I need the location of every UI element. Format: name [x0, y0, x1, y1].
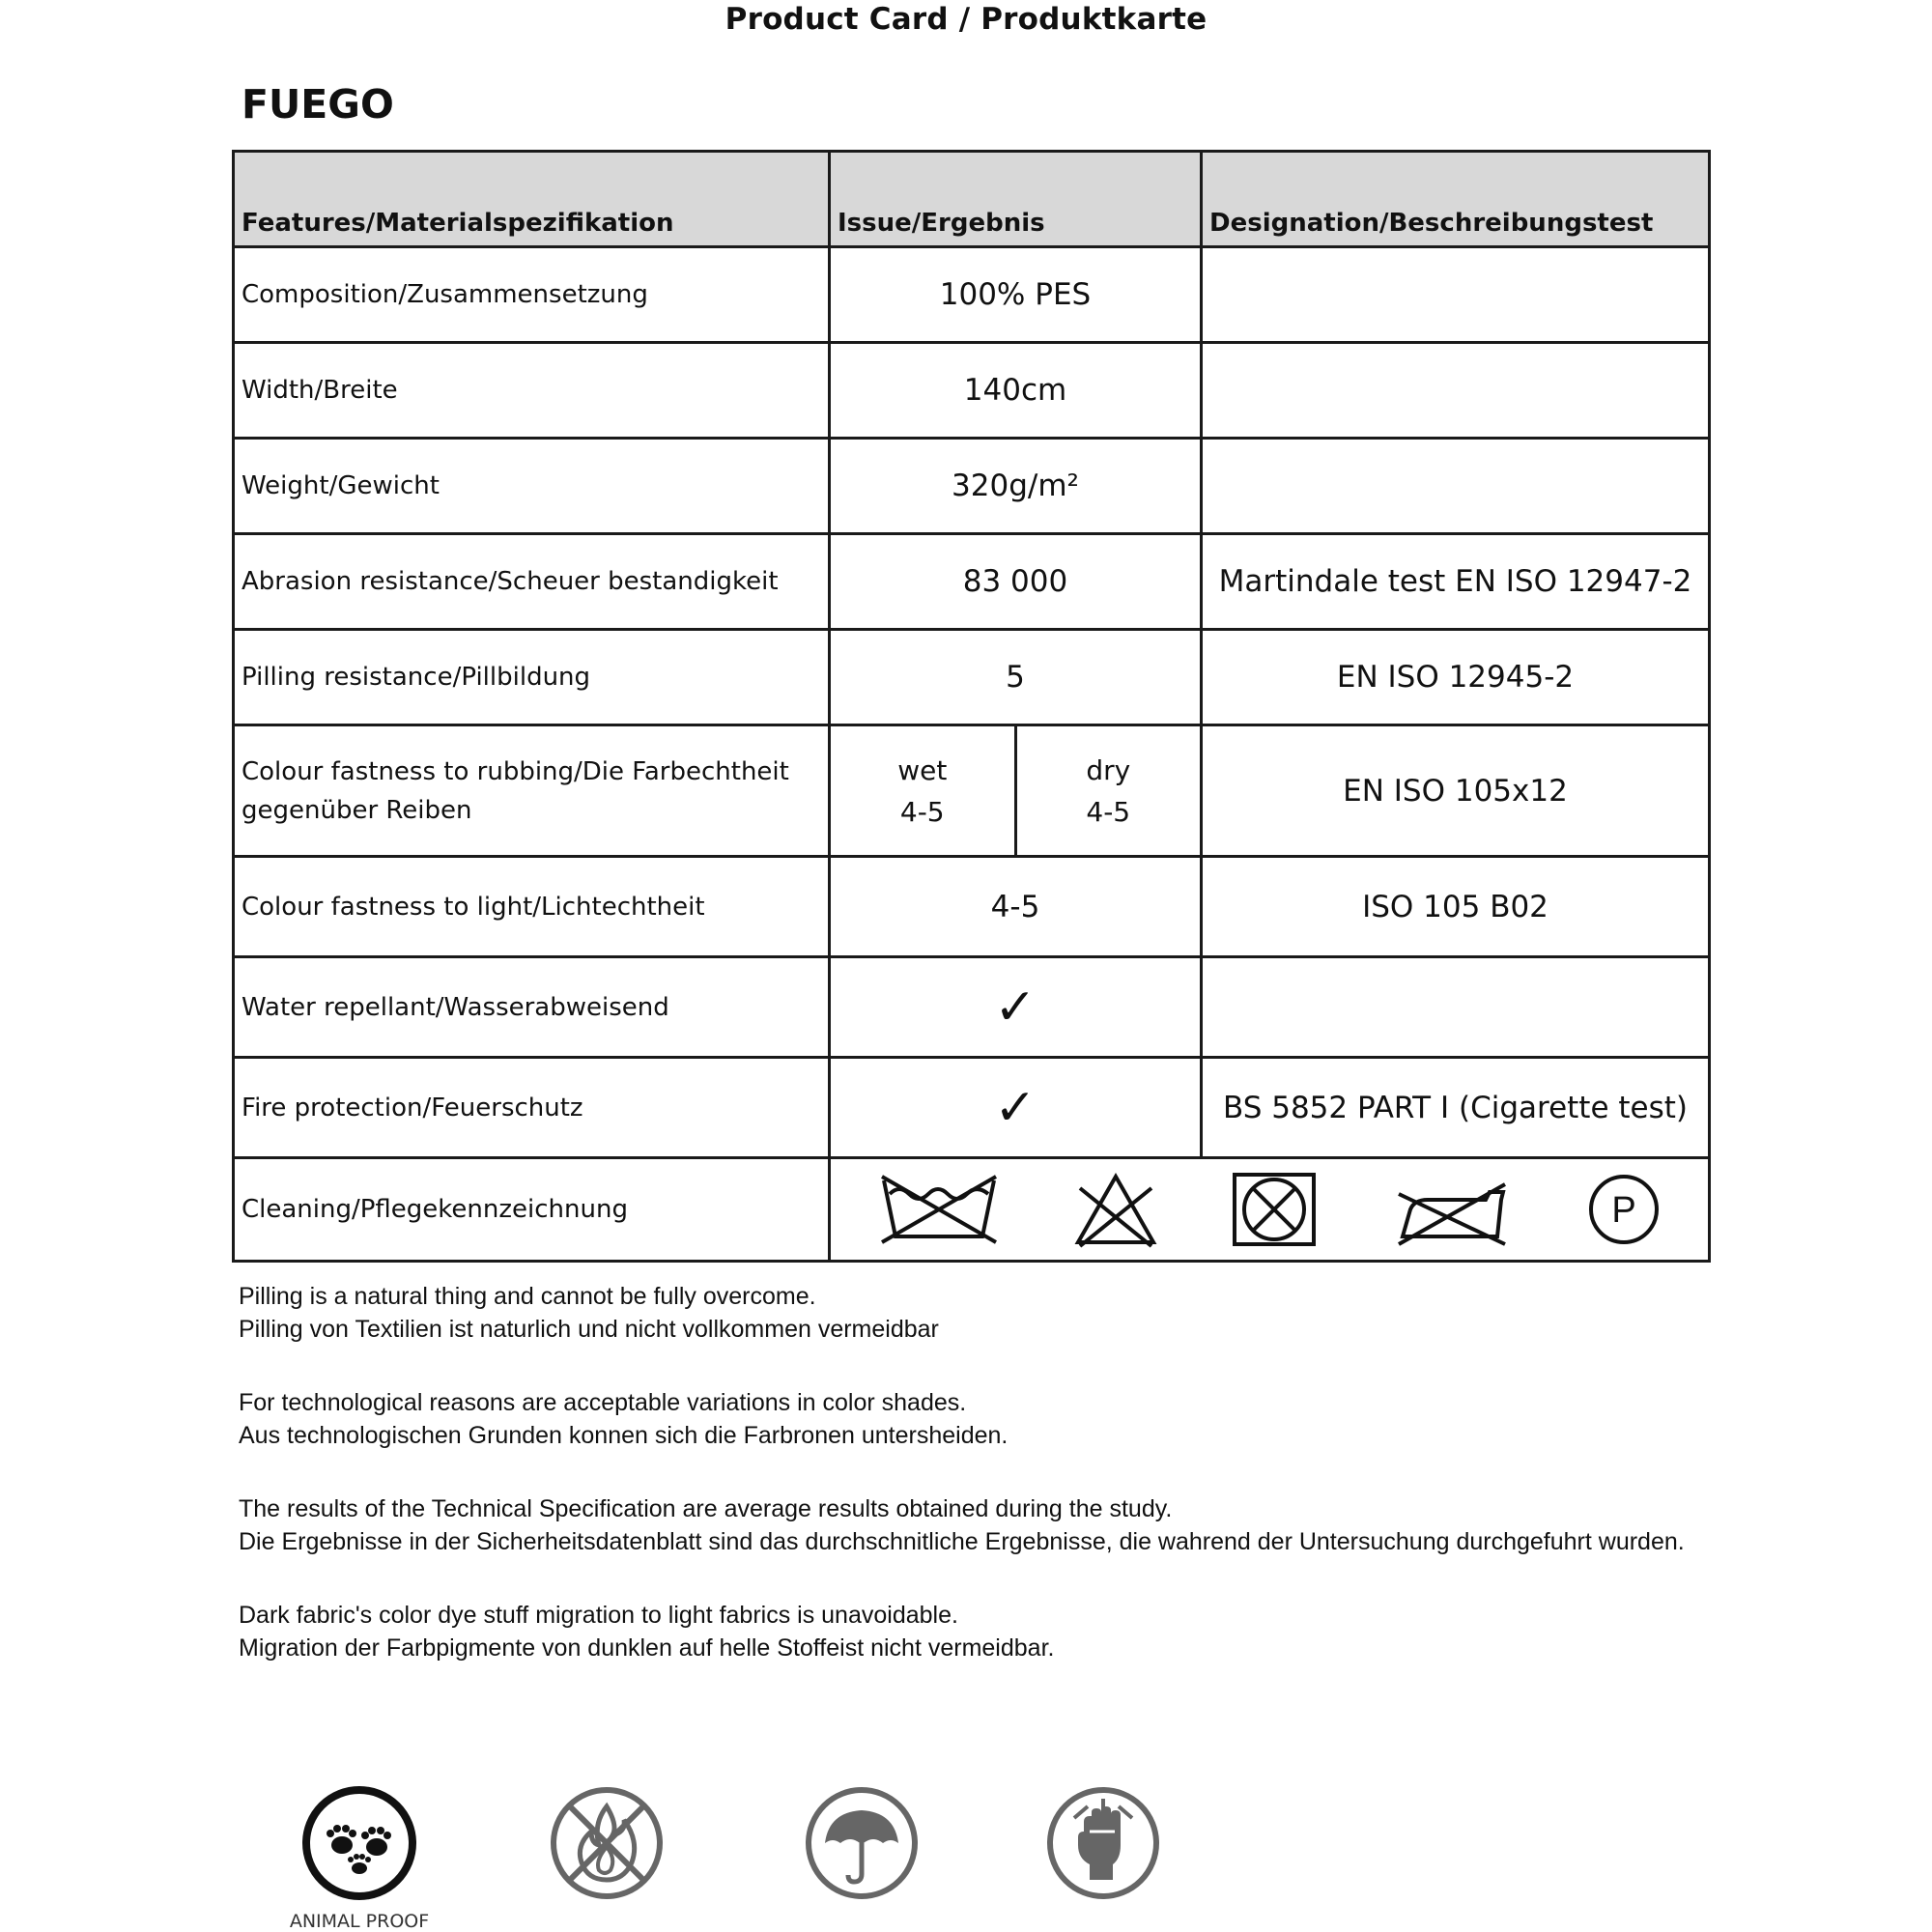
note-de: Pilling von Textilien ist naturlich und nicht vollkommen vermeidbar	[239, 1316, 939, 1343]
do-not-tumble-dry-icon	[1231, 1171, 1318, 1248]
hand-protection-badge	[1045, 1785, 1161, 1901]
badge-label: ANIMAL PROOF	[289, 1911, 430, 1932]
note-block	[239, 1280, 1707, 1346]
checkmark-icon: ✓	[830, 957, 1202, 1058]
table-row	[234, 343, 1710, 439]
result-cell-split	[830, 725, 1202, 857]
designation-cell: Martindale test EN ISO 12947-2	[1202, 534, 1710, 630]
glove-hand-icon	[1045, 1785, 1161, 1901]
care-symbols-cell	[830, 1158, 1710, 1262]
feature-cell: Colour fastness to light/Lichtechtheit	[234, 857, 830, 957]
feature-cell: Width/Breite	[234, 343, 830, 439]
feature-cell: Fire protection/Feuerschutz	[234, 1058, 830, 1158]
note-en: For technological reasons are acceptable variations in color shades.	[239, 1389, 967, 1416]
table-row	[234, 439, 1710, 534]
feature-cell: Pilling resistance/Pillbildung	[234, 630, 830, 725]
wet-dry-split	[831, 726, 1200, 855]
page-title: Product Card / Produktkarte	[724, 2, 1208, 37]
result-cell: 320g/m²	[830, 439, 1202, 534]
feature-cell: Water repellant/Wasserabweisend	[234, 957, 830, 1058]
svg-text:P: P	[1611, 1190, 1636, 1231]
note-block	[239, 1599, 1707, 1664]
table-row	[234, 957, 1710, 1058]
column-header-features: Features/Materialspezifikation	[234, 152, 830, 247]
table-row	[234, 247, 1710, 343]
note-en: The results of the Technical Specification are average results obtained during the study.	[239, 1495, 1173, 1522]
do-not-bleach-icon	[1072, 1171, 1159, 1248]
do-not-wash-icon	[876, 1171, 1002, 1248]
feature-line: gegenüber Reiben	[242, 795, 472, 825]
table-row	[234, 1058, 1710, 1158]
designation-cell: BS 5852 PART I (Cigarette test)	[1202, 1058, 1710, 1158]
note-block	[239, 1386, 1707, 1452]
result-cell: 4-5	[830, 857, 1202, 957]
dry-value: 4-5	[1086, 795, 1131, 828]
note-de: Die Ergebnisse in der Sicherheitsdatenblatt sind das durchschnitliche Ergebnisse, die wahrend der Untersuchung durchgefuhrt wurden.	[239, 1528, 1685, 1555]
note-de: Aus technologischen Grunden konnen sich die Farbronen untersheiden.	[239, 1422, 1009, 1449]
column-header-designation: Designation/Beschreibungstest	[1202, 152, 1710, 247]
feature-cell: Abrasion resistance/Scheuer bestandigkeit	[234, 534, 830, 630]
note-en: Pilling is a natural thing and cannot be fully overcome.	[239, 1283, 816, 1310]
note-en: Dark fabric's color dye stuff migration to light fabrics is unavoidable.	[239, 1602, 958, 1629]
note-de: Migration der Farbpigmente von dunklen auf helle Stoffeist nicht vermeidbar.	[239, 1634, 1055, 1662]
table-header-row	[234, 152, 1710, 247]
designation-cell	[1202, 957, 1710, 1058]
designation-cell	[1202, 343, 1710, 439]
column-header-result: Issue/Ergebnis	[830, 152, 1202, 247]
animal-proof-badge	[289, 1785, 430, 1932]
no-fire-icon	[549, 1785, 665, 1901]
dry-label: dry	[1086, 753, 1131, 786]
table-row	[234, 1158, 1710, 1262]
notes-section	[239, 1280, 1707, 1705]
feature-cell: Cleaning/Pflegekennzeichnung	[234, 1158, 830, 1262]
wet-label: wet	[897, 753, 948, 786]
checkmark-icon: ✓	[830, 1058, 1202, 1158]
water-repellent-badge	[804, 1785, 920, 1901]
product-name: FUEGO	[242, 81, 394, 128]
designation-cell	[1202, 247, 1710, 343]
table-row	[234, 725, 1710, 857]
result-cell: 5	[830, 630, 1202, 725]
feature-cell	[234, 725, 830, 857]
designation-cell: EN ISO 105x12	[1202, 725, 1710, 857]
professional-dry-clean-p-icon	[1585, 1171, 1662, 1248]
feature-cell: Weight/Gewicht	[234, 439, 830, 534]
do-not-iron-icon	[1389, 1171, 1515, 1248]
designation-cell: ISO 105 B02	[1202, 857, 1710, 957]
table-row	[234, 534, 1710, 630]
spec-table	[232, 150, 1711, 1263]
feature-line: Colour fastness to rubbing/Die Farbechtheit	[242, 756, 789, 786]
result-cell: 140cm	[830, 343, 1202, 439]
dry-column	[1017, 726, 1201, 855]
note-block	[239, 1492, 1707, 1558]
feature-badges	[0, 1785, 1932, 1932]
table-row	[234, 630, 1710, 725]
fire-resistant-badge	[549, 1785, 665, 1901]
designation-cell	[1202, 439, 1710, 534]
umbrella-icon	[804, 1785, 920, 1901]
designation-cell: EN ISO 12945-2	[1202, 630, 1710, 725]
feature-cell: Composition/Zusammensetzung	[234, 247, 830, 343]
wet-value: 4-5	[899, 795, 945, 828]
care-symbols	[831, 1159, 1708, 1260]
wet-column	[831, 726, 1017, 855]
table-row	[234, 857, 1710, 957]
result-cell: 83 000	[830, 534, 1202, 630]
result-cell: 100% PES	[830, 247, 1202, 343]
paw-prints-icon	[301, 1785, 417, 1901]
